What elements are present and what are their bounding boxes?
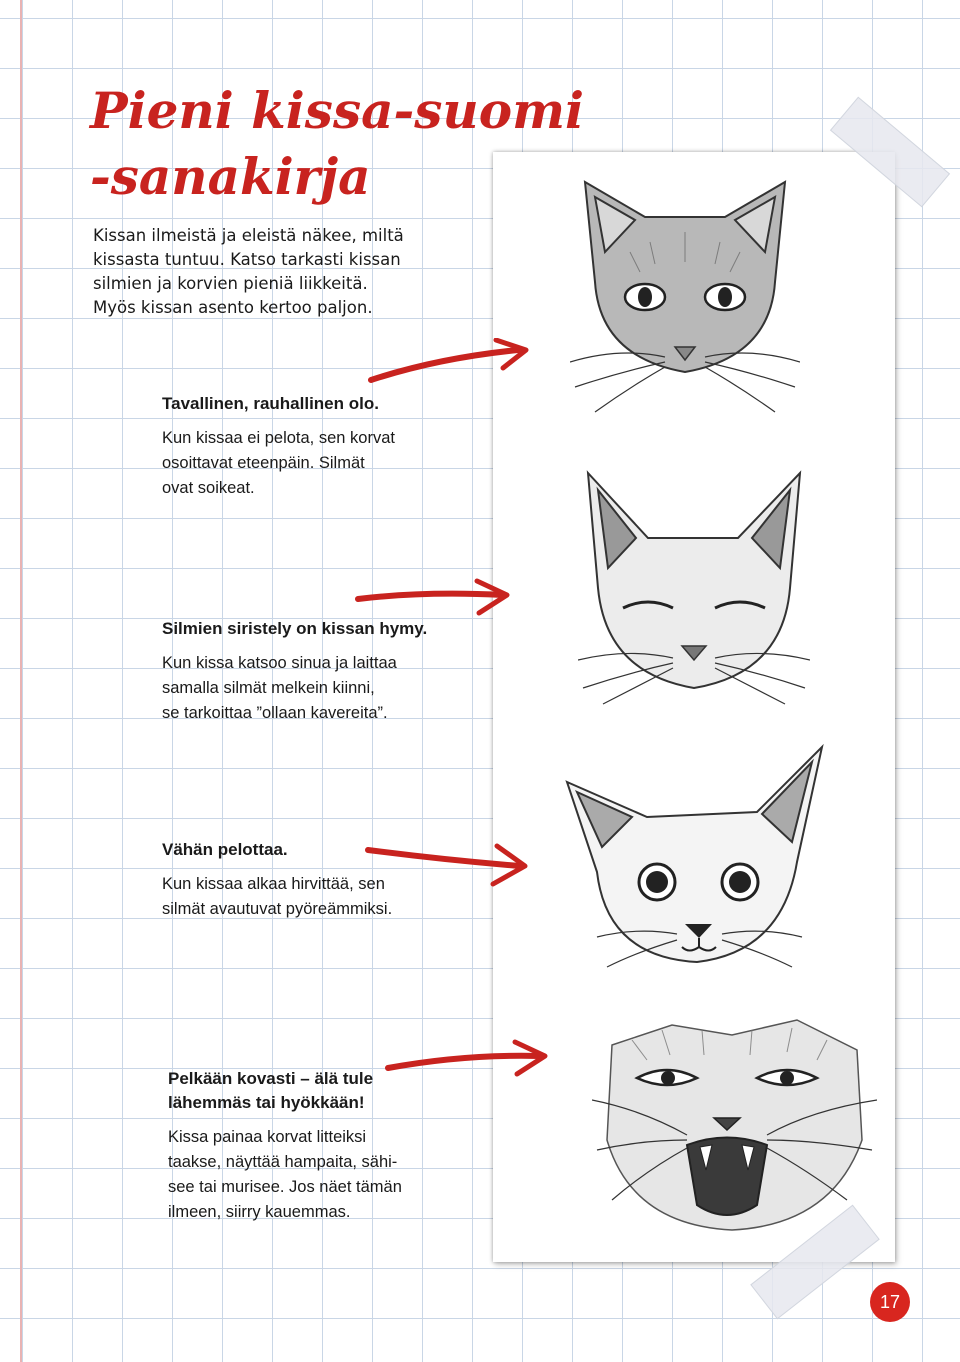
section-heading: Silmien siristely on kissan hymy. — [162, 619, 428, 638]
section-scared — [162, 838, 482, 922]
section-heading-line: lähemmäs tai hyökkään! — [168, 1093, 365, 1112]
section-line: Kissa painaa korvat litteiksi — [168, 1128, 367, 1146]
section-squint — [162, 617, 482, 726]
arrow-icon — [368, 338, 533, 388]
section-line: se tarkoittaa ”ollaan kavereita”. — [162, 704, 388, 722]
section-line: samalla silmät melkein kiinni, — [162, 679, 375, 697]
section-heading — [168, 1067, 468, 1115]
section-heading: Vähän pelottaa. — [162, 840, 288, 859]
arrow-icon — [355, 577, 515, 621]
section-line: silmät avautuvat pyöreämmiksi. — [162, 900, 393, 918]
section-angry — [168, 1067, 468, 1225]
section-line: see tai murisee. Jos näet tämän — [168, 1178, 402, 1196]
section-line: Kun kissa katsoo sinua ja laittaa — [162, 654, 397, 672]
cat-hissing-illustration — [592, 1000, 877, 1235]
cat-squint-illustration — [578, 468, 810, 706]
section-line: ovat soikeat. — [162, 479, 255, 497]
section-line: osoittavat eteenpäin. Silmät — [162, 454, 365, 472]
section-line: ilmeen, siirry kauemmas. — [168, 1203, 351, 1221]
cat-calm-illustration — [570, 172, 800, 417]
section-body — [162, 651, 482, 726]
notebook-margin-line — [20, 0, 22, 1362]
intro-line: silmien ja korvien pieniä liikkeitä. — [93, 274, 368, 293]
section-heading-line: Pelkään kovasti – älä tule — [168, 1069, 374, 1088]
section-heading: Tavallinen, rauhallinen olo. — [162, 394, 379, 413]
section-calm — [162, 392, 482, 501]
section-line: Kun kissaa alkaa hirvittää, sen — [162, 875, 385, 893]
section-body — [168, 1125, 468, 1225]
section-body — [162, 872, 482, 922]
section-line: taakse, näyttää hampaita, sähi- — [168, 1153, 398, 1171]
page-number-badge: 17 — [870, 1282, 910, 1322]
cat-scared-illustration — [557, 742, 827, 972]
section-body — [162, 426, 482, 501]
intro-paragraph — [93, 224, 433, 320]
section-line: Kun kissaa ei pelota, sen korvat — [162, 429, 395, 447]
title-line-2: -sanakirja — [90, 147, 371, 206]
intro-line: Kissan ilmeistä ja eleistä näkee, miltä — [93, 226, 404, 245]
intro-line: kissasta tuntuu. Katso tarkasti kissan — [93, 250, 401, 269]
intro-line: Myös kissan asento kertoo paljon. — [93, 298, 373, 317]
title-line-1: Pieni kissa-suomi — [90, 81, 584, 140]
